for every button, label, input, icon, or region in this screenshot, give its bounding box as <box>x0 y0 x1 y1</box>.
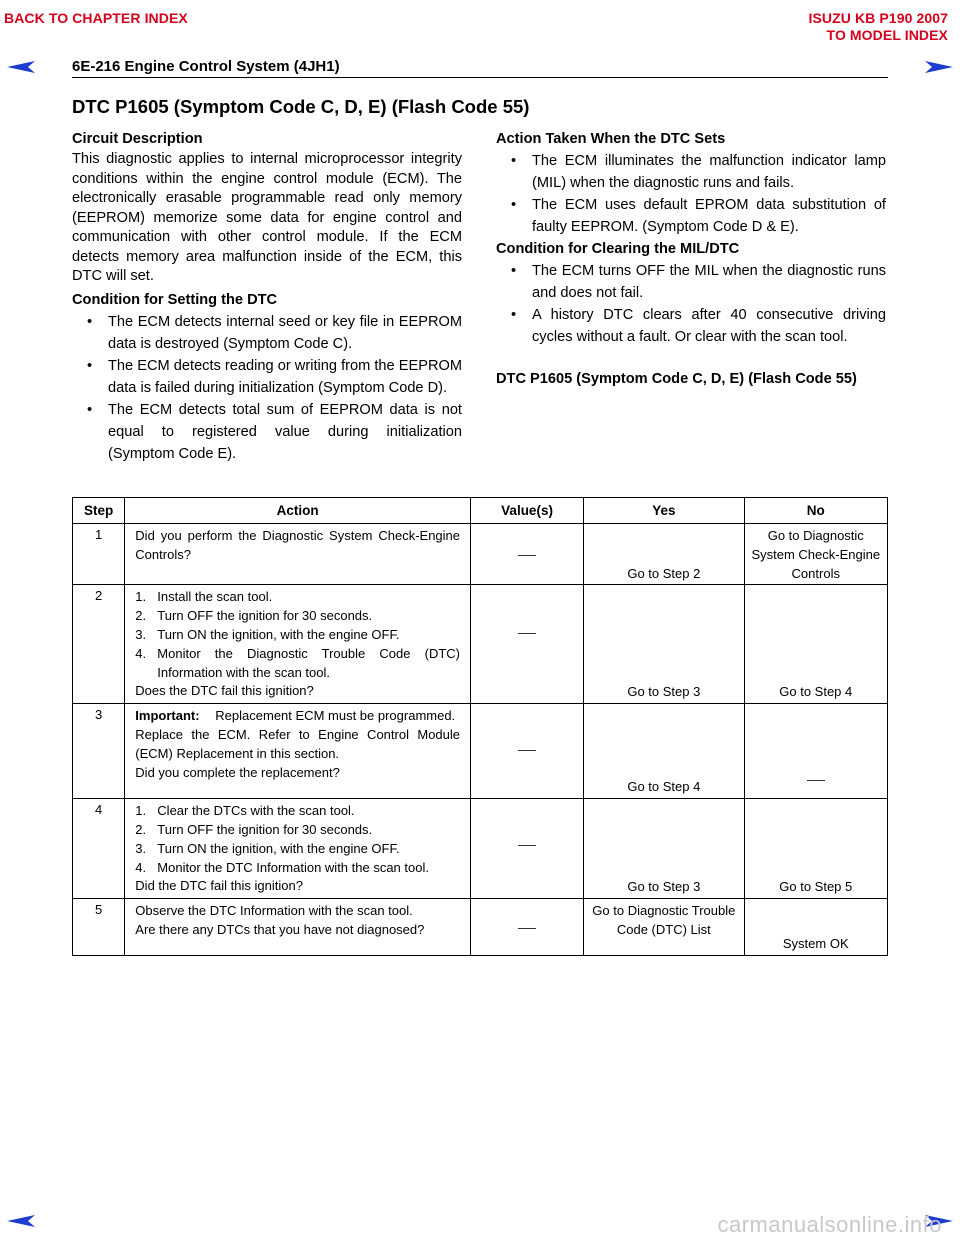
step-value <box>471 585 584 704</box>
list-item: • The ECM detects total sum of EEPROM data is not equal to registered value during initialization (Symptom Code E). <box>72 399 462 465</box>
step-no: System OK <box>744 899 887 956</box>
list-item: • The ECM detects reading or writing from the EEPROM data is failed during initialization (Symptom Code D). <box>72 355 462 399</box>
list-item: 3. Turn ON the ignition, with the engine OFF. <box>135 840 400 856</box>
table-row <box>73 585 888 704</box>
step-question: Did you complete the replacement? <box>135 764 340 780</box>
previous-page-top-arrow-icon[interactable] <box>6 60 36 74</box>
table-row <box>73 799 888 899</box>
step-value <box>471 524 584 585</box>
dash-mark <box>518 845 536 846</box>
list-item: • The ECM detects internal seed or key file in EEPROM data is destroyed (Symptom Code C). <box>72 311 462 355</box>
previous-page-bottom-arrow-icon[interactable] <box>6 1214 36 1228</box>
step-question: Are there any DTCs that you have not diagnosed? <box>135 921 425 937</box>
numbered-list <box>135 802 460 877</box>
list-item: 3. Turn ON the ignition, with the engine OFF. <box>135 626 400 642</box>
step-question: Did the DTC fail this ignition? <box>135 878 303 894</box>
replace-instruction: Replace the ECM. Refer to Engine Control Module (ECM) Replacement in this section. <box>135 726 461 761</box>
table-row <box>73 524 888 585</box>
next-page-top-arrow-icon[interactable] <box>924 60 954 74</box>
page-title: DTC P1605 (Symptom Code C, D, E) (Flash Code 55) <box>72 96 530 117</box>
dash-mark <box>807 780 825 781</box>
step-no: Go to Step 5 <box>744 799 887 899</box>
clearing-condition-heading: Condition for Clearing the MIL/DTC <box>496 241 740 257</box>
dash-mark <box>518 928 536 929</box>
header-yes: Yes <box>584 498 744 524</box>
action-taken-list <box>496 150 886 238</box>
step-number: 3 <box>73 704 125 799</box>
numbered-list <box>135 588 460 682</box>
step-action <box>125 704 471 799</box>
step-action <box>125 585 471 704</box>
header-action: Action <box>125 498 471 524</box>
step-yes: Go to Step 4 <box>584 704 744 799</box>
step-yes: Go to Step 2 <box>584 524 744 585</box>
table-row <box>73 899 888 956</box>
setting-condition-list <box>72 311 462 465</box>
important-text: Replacement ECM must be programmed. <box>215 708 456 724</box>
setting-condition-heading: Condition for Setting the DTC <box>72 291 278 308</box>
list-item: 1. Install the scan tool. <box>135 589 273 605</box>
header-divider <box>72 77 888 78</box>
table-header-row <box>73 498 888 524</box>
clearing-condition-list <box>496 260 886 348</box>
step-value <box>471 704 584 799</box>
table-caption: DTC P1605 (Symptom Code C, D, E) (Flash Code 55) <box>496 371 857 387</box>
step-number: 4 <box>73 799 125 899</box>
table-row <box>73 704 888 799</box>
list-item: 1. Clear the DTCs with the scan tool. <box>135 803 355 819</box>
step-action: Did you perform the Diagnostic System Check-Engine Controls? <box>125 524 471 585</box>
step-question: Does the DTC fail this ignition? <box>135 683 314 699</box>
to-model-index-label[interactable]: TO MODEL INDEX <box>826 27 948 43</box>
dash-mark <box>518 555 536 556</box>
header-values: Value(s) <box>471 498 584 524</box>
step-no: Go to Step 4 <box>744 585 887 704</box>
step-value <box>471 799 584 899</box>
dash-mark <box>518 633 536 634</box>
list-item: • A history DTC clears after 40 consecutive driving cycles without a fault. Or clear with the scan tool. <box>496 304 886 348</box>
observe-instruction: Observe the DTC Information with the scan tool. <box>135 903 413 919</box>
step-yes: Go to Diagnostic Trouble Code (DTC) List <box>584 899 744 956</box>
header-step: Step <box>73 498 125 524</box>
left-column <box>72 128 462 465</box>
circuit-description-text: This diagnostic applies to internal microprocessor integrity conditions within the engine control module (ECM). The electronically erasable programmable read only memory (EEPROM) memorize some data for engine control and communication with other control module. If the ECM detects memory area malfunction inside of the ECM, this DTC will set. <box>72 151 462 284</box>
important-label: Important: <box>135 708 200 724</box>
list-item: 2. Turn OFF the ignition for 30 seconds. <box>135 608 373 624</box>
list-item: • The ECM illuminates the malfunction indicator lamp (MIL) when the diagnostic runs and fails. <box>496 150 886 194</box>
step-yes: Go to Step 3 <box>584 799 744 899</box>
step-no <box>744 704 887 799</box>
diagnostic-table <box>72 497 888 956</box>
step-action <box>125 799 471 899</box>
step-no: Go to Diagnostic System Check-Engine Controls <box>744 524 887 585</box>
dash-mark <box>518 750 536 751</box>
header-no: No <box>744 498 887 524</box>
right-column <box>496 128 886 390</box>
list-item: 2. Turn OFF the ignition for 30 seconds. <box>135 821 373 837</box>
step-number: 1 <box>73 524 125 585</box>
list-item: • The ECM uses default EPROM data substitution of faulty EEPROM. (Symptom Code D & E). <box>496 194 886 238</box>
step-action <box>125 899 471 956</box>
action-taken-heading: Action Taken When the DTC Sets <box>496 131 726 147</box>
model-name-label: ISUZU KB P190 2007 <box>808 10 948 26</box>
list-item: 4. Monitor the DTC Information with the scan tool. <box>135 859 429 875</box>
step-yes: Go to Step 3 <box>584 585 744 704</box>
step-number: 2 <box>73 585 125 704</box>
page-header: 6E-216 Engine Control System (4JH1) <box>72 58 340 75</box>
step-value <box>471 899 584 956</box>
back-to-chapter-index-link[interactable]: BACK TO CHAPTER INDEX <box>4 10 188 26</box>
step-number: 5 <box>73 899 125 956</box>
model-index-link[interactable] <box>808 10 948 44</box>
watermark: carmanualsonline.info <box>717 1212 942 1237</box>
list-item: • The ECM turns OFF the MIL when the diagnostic runs and does not fail. <box>496 260 886 304</box>
list-item: 4. Monitor the Diagnostic Trouble Code (DTC) Information with the scan tool. <box>135 645 461 680</box>
circuit-description-heading: Circuit Description <box>72 131 203 147</box>
